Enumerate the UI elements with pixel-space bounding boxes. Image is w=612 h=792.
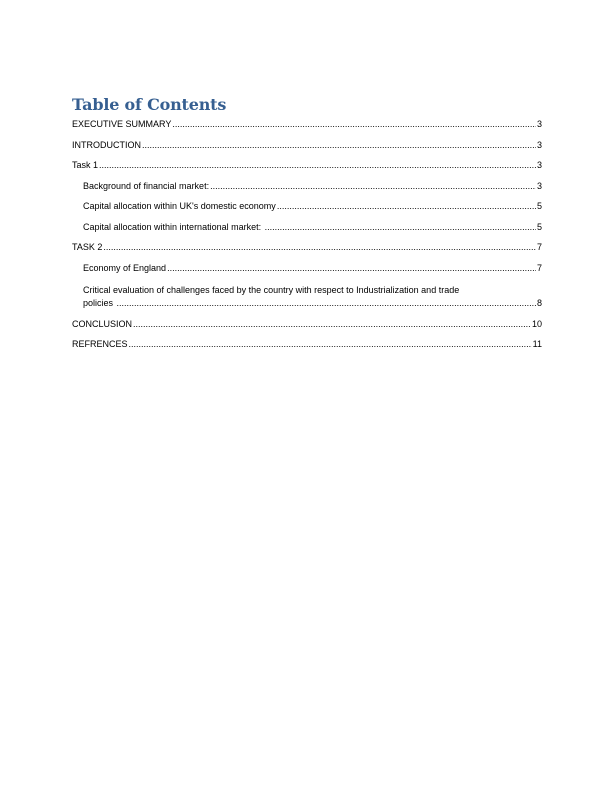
toc-entry-label-line-1: Critical evaluation of challenges faced by the country with respect to Industrialization and trade (83, 285, 460, 295)
toc-entry-critical-evaluation[interactable] (72, 283, 542, 309)
toc-page-number: 11 (532, 339, 542, 349)
toc-leader-dots (265, 222, 536, 233)
toc-entry-executive-summary[interactable] (72, 119, 542, 130)
toc-leader-dots (117, 298, 536, 309)
toc-leader-dots (133, 319, 531, 330)
toc-page-number: 7 (536, 242, 542, 252)
toc-entry-task-2[interactable] (72, 242, 542, 253)
toc-leader-dots (129, 339, 532, 350)
toc-leader-dots (167, 263, 536, 274)
toc-entry-background-financial-market[interactable] (72, 181, 542, 192)
toc-entry-economy-of-england[interactable] (72, 263, 542, 274)
toc-entry-label: Capital allocation within UK's domestic economy (83, 201, 276, 211)
toc-page-number: 3 (536, 139, 542, 150)
toc-leader-dots (210, 181, 536, 192)
toc-entry-conclusion[interactable] (72, 319, 542, 330)
toc-page-number: 3 (536, 119, 542, 129)
toc-entry-label: INTRODUCTION (72, 139, 141, 150)
toc-entry-label: EXECUTIVE SUMMARY (72, 119, 172, 129)
toc-leader-dots (277, 201, 536, 212)
toc-page-number: 3 (536, 180, 542, 191)
toc-title: Table of Contents (72, 95, 227, 114)
toc-page-number: 5 (536, 201, 542, 211)
toc-list (72, 119, 542, 350)
toc-page-number: 5 (536, 221, 542, 232)
toc-leader-dots (142, 140, 536, 151)
toc-leader-dots (172, 119, 536, 130)
toc-page-number: 3 (536, 160, 542, 170)
toc-entry-label: Task 1 (72, 160, 99, 170)
toc-leader-dots (99, 160, 536, 171)
toc-leader-dots (103, 242, 536, 253)
toc-page-number: 7 (536, 262, 542, 273)
toc-page-number: 8 (536, 298, 542, 308)
toc-page-number: 10 (531, 318, 542, 329)
table-of-contents (72, 95, 542, 360)
toc-entry-label: TASK 2 (72, 242, 103, 252)
toc-entry-task-1[interactable] (72, 160, 542, 171)
toc-entry-label: Capital allocation within international market: (83, 221, 264, 232)
toc-entry-capital-allocation-domestic[interactable] (72, 201, 542, 212)
toc-entry-label: Economy of England (83, 262, 167, 273)
toc-entry-capital-allocation-international[interactable] (72, 222, 542, 233)
toc-entry-label: CONCLUSION (72, 318, 133, 329)
toc-entry-label: Background of financial market: (83, 180, 210, 191)
toc-entry-introduction[interactable] (72, 140, 542, 151)
toc-entry-label: REFRENCES (72, 339, 128, 349)
toc-entry-references[interactable] (72, 339, 542, 350)
toc-entry-label-line-2: policies (83, 298, 116, 308)
